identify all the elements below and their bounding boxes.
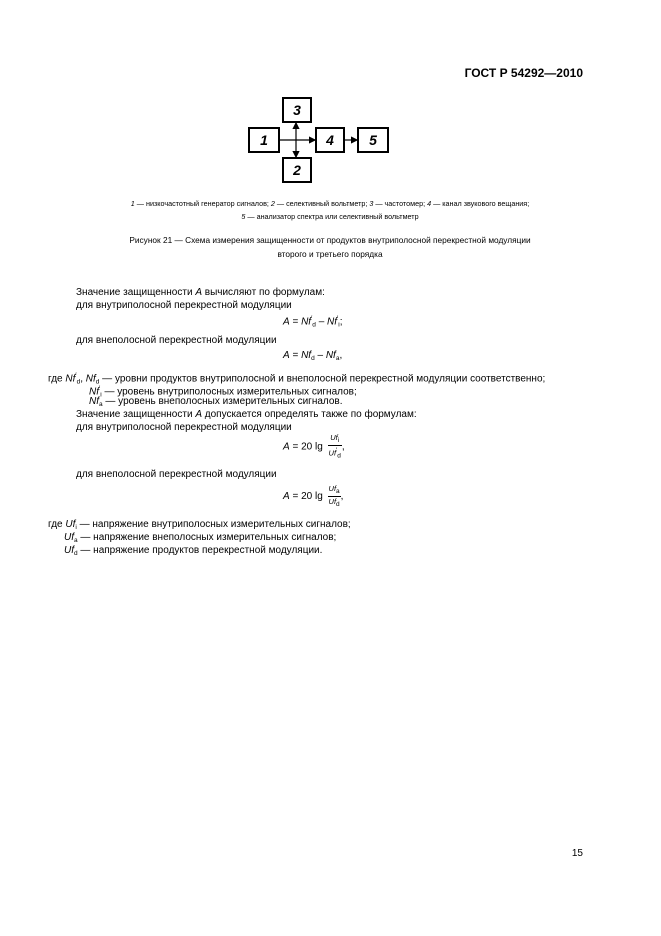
paragraph-outband-1: для внеполосной перекрестной модуляции bbox=[76, 335, 277, 346]
block-2-label: 2 bbox=[293, 162, 301, 178]
block-1-label: 1 bbox=[260, 132, 268, 148]
legend-line-1: 1 — низкочастотный генератор сигналов; 2 — селективный вольтметр; 3 — частотомер; 4 — канал звукового вещания; bbox=[130, 199, 530, 208]
formula-3-fraction: $\frac{Uf_i}{Uf'_d}$ bbox=[328, 433, 341, 460]
formula-4: A = 20 lg $\frac{Uf_a}{Uf_d}$ , bbox=[283, 484, 344, 508]
document-header: ГОСТ Р 54292—2010 bbox=[464, 66, 583, 80]
page-number: 15 bbox=[571, 848, 583, 859]
legend-line-2: 5 — анализатор спектра или селективный вольтметр bbox=[241, 212, 419, 221]
paragraph-outband-2: для внеполосной перекрестной модуляции bbox=[76, 469, 277, 480]
measurement-diagram bbox=[240, 94, 400, 186]
where-line-2: $Nf'_i$ — уровень внутриполосных измерительных сигналов; bbox=[89, 385, 357, 399]
where-line-4: где $Uf_i$ — напряжение внутриполосных измерительных сигналов; bbox=[48, 519, 351, 531]
block-5-label: 5 bbox=[369, 132, 377, 148]
where-line-5: $Uf_a$ — напряжение внеполосных измерительных сигналов; bbox=[64, 532, 337, 544]
formula-3: A = 20 lg $\frac{Uf_i}{Uf'_d}$ , bbox=[283, 433, 345, 460]
formula-2: $A = Nf_d - Nf_a$, bbox=[283, 350, 343, 362]
where-line-3: $Nf_a$ — уровень внеполосных измерительных сигналов. bbox=[89, 396, 343, 408]
block-4-label: 4 bbox=[326, 132, 334, 148]
paragraph-inband-2: для внутриполосной перекрестной модуляции bbox=[76, 422, 292, 433]
figure-caption bbox=[40, 233, 620, 261]
block-3-label: 3 bbox=[293, 102, 301, 118]
caption-line-2: второго и третьего порядка bbox=[277, 249, 383, 259]
paragraph-intro: Значение защищенности A вычисляют по формулам: bbox=[76, 287, 325, 298]
where-line-1: где $Nf'_d$, $Nf_d$ — уровни продуктов внутриполосной и внеполосной перекрестной модуляции соответственно; bbox=[48, 372, 546, 386]
formula-4-fraction: $\frac{Uf_a}{Uf_d}$ bbox=[328, 484, 340, 508]
caption-line-1: Рисунок 21 — Схема измерения защищенности от продуктов внутриполосной перекрестной модуляции bbox=[129, 235, 531, 245]
figure-legend bbox=[40, 197, 620, 223]
paragraph-alt: Значение защищенности A допускается определять также по формулам: bbox=[76, 409, 417, 420]
formula-1: $A = Nf'_d - Nf'_i$; bbox=[283, 315, 343, 329]
paragraph-inband-1: для внутриполосной перекрестной модуляции bbox=[76, 300, 292, 311]
where-line-6: $Uf_d$ — напряжение продуктов перекрестной модуляции. bbox=[64, 545, 323, 557]
